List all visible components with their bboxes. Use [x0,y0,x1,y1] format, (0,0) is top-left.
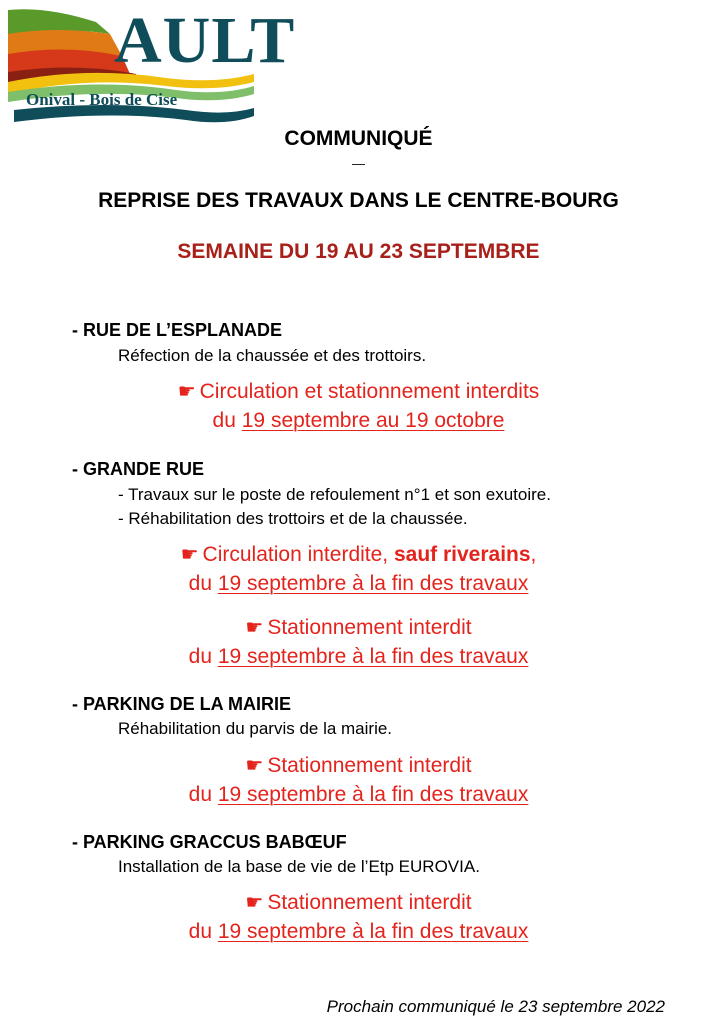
notice-line2: du 19 septembre au 19 octobre [212,409,505,432]
notice-line2: du 19 septembre à la fin des travaux [188,645,529,668]
pointing-hand-icon: ☛ [245,617,264,639]
pointing-hand-icon: ☛ [180,544,199,566]
section-item: - Travaux sur le poste de refoulement n°1 et son exutoire. [118,485,551,504]
notice-line1: ☛ Circulation et stationnement interdits [177,380,540,403]
footer-next-communique: Prochain communiqué le 23 septembre 2022 [326,997,665,1016]
notice-line2: du 19 septembre à la fin des travaux [188,572,529,595]
pointing-hand-icon: ☛ [177,381,196,403]
section-item: - Réhabilitation des trottoirs et de la chaussée. [118,509,468,528]
document-title: COMMUNIQUÉ [284,127,433,150]
title-separator: — [352,156,365,171]
section-heading-parking-graccus: - PARKING GRACCUS BABŒUF [72,832,347,852]
section-heading-esplanade: - RUE DE L’ESPLANADE [72,320,283,340]
notice-line1: ☛ Stationnement interdit [245,616,472,639]
pointing-hand-icon: ☛ [245,892,264,914]
notice-line2: du 19 septembre à la fin des travaux [188,783,529,806]
notice-line1: ☛ Circulation interdite, sauf riverains, [180,543,537,566]
logo-tagline: Onival - Bois de Cise [26,90,178,109]
week-heading: SEMAINE DU 19 AU 23 SEPTEMBRE [177,240,540,263]
section-heading-parking-mairie: - PARKING DE LA MAIRIE [72,694,291,714]
section-description-parking-graccus: Installation de la base de vie de l’Etp EUROVIA. [118,857,480,876]
ault-logo [6,4,296,126]
logo-name: AULT [114,4,296,77]
section-description-esplanade: Réfection de la chaussée et des trottoirs. [118,346,427,365]
section-description-parking-mairie: Réhabilitation du parvis de la mairie. [118,719,393,738]
document-subtitle: REPRISE DES TRAVAUX DANS LE CENTRE-BOURG [98,189,619,212]
notice-line1: ☛ Stationnement interdit [245,891,472,914]
notice-line2: du 19 septembre à la fin des travaux [188,920,529,943]
section-heading-grande-rue: - GRANDE RUE [72,459,205,479]
notice-line1: ☛ Stationnement interdit [245,754,472,777]
pointing-hand-icon: ☛ [245,755,264,777]
